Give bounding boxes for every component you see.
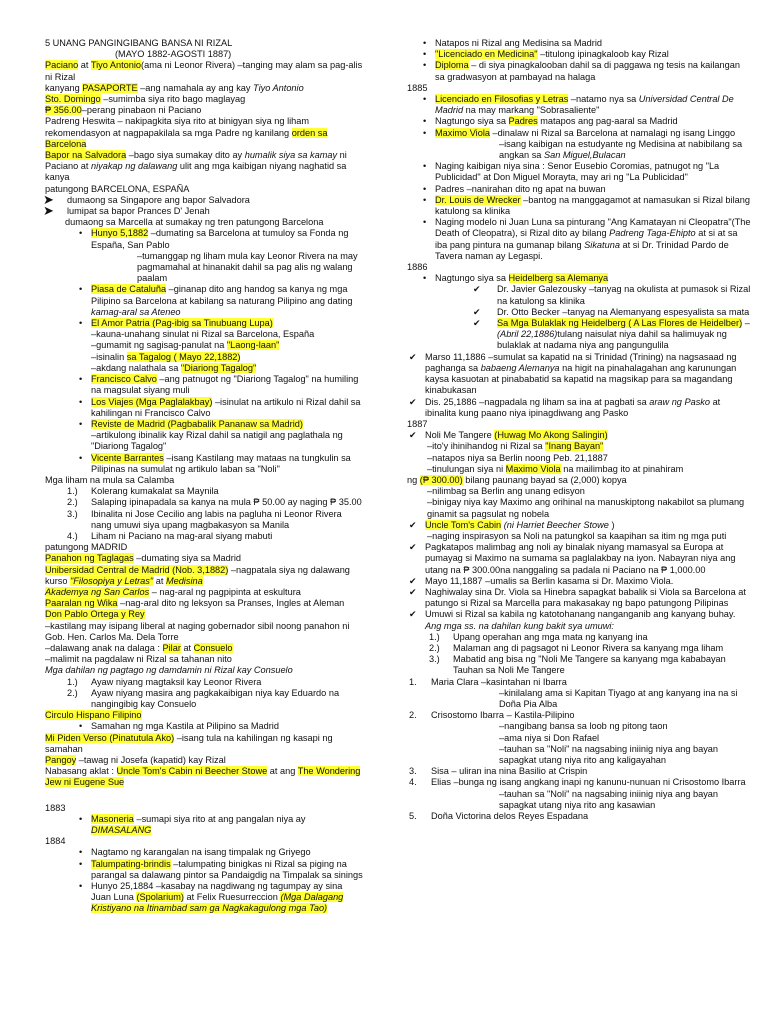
text-run: Mga liham na mula sa Calamba xyxy=(45,474,175,485)
text-run: at ang xyxy=(267,766,298,777)
left-line xyxy=(45,755,363,766)
highlighted-text: (Spolarium) xyxy=(136,892,184,903)
text-run: Natapos ni Rizal ang Medisina sa Madrid xyxy=(435,38,602,48)
left-line xyxy=(45,733,363,755)
text-run: Malaman ang di pagsagot ni Leonor Rivera sa kanyang mga liham xyxy=(453,642,724,653)
text-run: araw ng Pasko xyxy=(649,396,711,407)
left-line xyxy=(45,803,363,814)
highlighted-text: El Amor Patria (Pag-ibig sa Tinubuang Lupa) xyxy=(91,318,273,329)
left-line xyxy=(45,116,363,150)
text-run: –nilimbag sa Berlin ang unang edisyon xyxy=(427,486,585,497)
text-run: dumaong sa Singapore ang bapor Salvadora xyxy=(67,194,250,205)
right-line xyxy=(407,430,752,441)
highlighted-text: (Mga Dalagang Kristiyano na Itinambad sam ga Nagkakagulong mga Tao) xyxy=(91,892,344,914)
left-line xyxy=(45,363,363,374)
left-line xyxy=(45,284,363,318)
text-run: Nagtungo siya sa xyxy=(435,116,509,127)
text-run: Universidad Central De Madrid xyxy=(435,94,734,116)
right-line xyxy=(407,184,752,195)
list-number: 1.) xyxy=(429,631,440,642)
left-line xyxy=(45,587,363,598)
highlighted-text: Uncle Tom's Cabin ni Beecher Stowe xyxy=(116,766,268,777)
text-run: –dalawang anak na dalaga : xyxy=(45,642,163,653)
text-run: 1885 xyxy=(407,82,428,93)
text-run: –dumating sa Barcelona at tumuloy sa Fonda ng España, San Pablo xyxy=(91,228,349,250)
list-number: 1.) xyxy=(67,486,78,497)
text-run: (Abril 22,1886) xyxy=(497,329,558,340)
text-run: kanyang xyxy=(45,82,83,93)
right-line xyxy=(407,60,752,82)
text-run: San Miguel,Bulacan xyxy=(543,150,626,161)
text-run: Marso 11,1886 –sumulat sa kapatid na si Trinidad (Trining) na nagsasaad ng paghanga sa xyxy=(425,351,737,373)
list-number: 5. xyxy=(409,811,417,822)
text-run: Sisa – uliran ina nina Basilio at Crispin xyxy=(431,766,588,777)
list-number: 3.) xyxy=(429,654,440,665)
right-line xyxy=(407,273,752,284)
text-run: –natapos niya sa Berlin noong Peb. 21,1887 xyxy=(427,452,608,463)
right-line xyxy=(407,789,752,811)
text-run: humalik siya sa kamay xyxy=(244,150,338,161)
text-run: –tawag ni Josefa (kapatid) kay Rizal xyxy=(76,755,226,765)
right-column xyxy=(407,38,752,822)
text-run: –isinalin xyxy=(91,351,127,362)
left-line xyxy=(45,847,363,858)
text-run: Naghiwalay sina Dr. Viola sa Hinebra sapagkat babalik si Viola sa Barcelona at patungo si Rizal sa Marcella para makasakay ng bapo patungong Pilipinas xyxy=(425,586,746,609)
right-line xyxy=(407,262,752,273)
right-line xyxy=(407,318,752,352)
text-run: ) xyxy=(608,519,615,530)
left-line xyxy=(45,150,363,184)
text-run: –natamo nya sa xyxy=(568,94,639,105)
text-run: – di siya pinagkalooban dahil sa di paggawa ng tesis na kailangan sa gradwasyon at pambayad na halaga xyxy=(435,60,740,82)
text-run: Naging modelo ni Juan Luna sa pinturang "Ang Kamatayan ni Cleopatra"(The Death of Cleopatra), si Rizal dito ay bilang xyxy=(435,217,751,239)
left-line xyxy=(45,621,363,643)
list-number: 2.) xyxy=(429,642,440,653)
list-number: 2.) xyxy=(67,497,78,508)
text-run: –binigay niya kay Maximo ang orihinal na manuskiptong nakabilot sa plumang ginamit sa pagsulat ng nobela xyxy=(427,497,745,519)
right-line xyxy=(407,83,752,94)
text-run: at ibinalita kung paano niya ipinagdiwang ang Pasko xyxy=(425,396,721,418)
right-line xyxy=(407,609,752,631)
highlighted-text: PASAPORTE xyxy=(82,82,138,93)
text-run: lumipat sa bapor Prances D' Jenah xyxy=(67,206,210,217)
text-run: Umuwi si Rizal sa kabila ng katotohanang nanganganib ang kanyang buhay. xyxy=(425,609,736,620)
right-line xyxy=(407,475,752,486)
right-line xyxy=(407,217,752,262)
list-number: 3. xyxy=(409,766,417,777)
text-run: 1886 xyxy=(407,262,428,273)
text-run: –tauhan sa "Noli" na nagsabing iniinig niya ang bayan sapagkat utang niya rito ang kaligayahan xyxy=(499,743,719,765)
text-run: Nagtamo ng karangalan na isang timpalak ng Griyego xyxy=(91,847,311,858)
highlighted-text: (Huwag Mo Akong Salingin) xyxy=(494,430,608,441)
highlighted-text: Masoneria xyxy=(91,813,134,824)
text-run: – nag-aral ng pagpipinta at eskultura xyxy=(149,586,301,597)
highlighted-text: Don Pablo Ortega y Rey xyxy=(45,609,145,620)
left-line xyxy=(45,397,363,419)
text-run: ng xyxy=(407,474,420,485)
highlighted-text: orden sa Barcelona xyxy=(45,127,328,149)
list-number: 3.) xyxy=(67,508,78,519)
text-run: Elias –bunga ng isang angkang inapi ng kanunu-nunuan ni Crisostomo Ibarra xyxy=(431,777,746,788)
left-line xyxy=(45,688,363,710)
left-line xyxy=(45,609,363,620)
text-run: patungong BARCELONA, ESPAÑA xyxy=(45,183,190,194)
highlighted-text: Akademya ng San Carlos xyxy=(45,586,150,597)
text-run: –kastilang may isipang liberal at naging gobernador sibil noong panahon ni Gob. Hen. Carlos Ma. Dela Torre xyxy=(45,620,350,642)
left-line xyxy=(45,206,363,217)
text-run: 1883 xyxy=(45,802,66,813)
text-run: Ayaw niyang magtaksil kay Leonor Rivera xyxy=(91,676,262,687)
highlighted-text: Bapor na Salvadora xyxy=(45,150,127,161)
text-run: na may markang "Sobrasaliente" xyxy=(463,105,600,116)
text-run: – xyxy=(742,318,750,329)
text-run: –dinalaw ni Rizal sa Barcelona at namalagi ng isang Linggo xyxy=(489,127,736,138)
left-line xyxy=(45,721,363,732)
highlighted-text: Uncle Tom's Cabin xyxy=(425,519,502,530)
text-run: Noli Me Tangere xyxy=(425,430,495,441)
text-run: at xyxy=(78,60,91,71)
left-line xyxy=(45,598,363,609)
highlighted-text: Medisina xyxy=(165,575,203,586)
highlighted-text: "Laong-laan" xyxy=(226,340,280,351)
left-line xyxy=(45,710,363,721)
text-run: –bantog na manggagamot at namasukan si Rizal bilang katulong sa klinika xyxy=(435,194,750,217)
left-line xyxy=(45,105,363,116)
highlighted-text: Paciano xyxy=(45,60,79,71)
left-line xyxy=(45,665,363,676)
right-line xyxy=(407,733,752,744)
right-line xyxy=(407,397,752,419)
text-run: Tauhan sa Noli Me Tangere xyxy=(453,665,565,676)
right-line xyxy=(407,654,752,665)
right-line xyxy=(407,632,752,643)
left-line xyxy=(45,565,363,587)
text-run: (ama ni Leonor Rivera) –tanging may alam sa pag-alis ni Rizal xyxy=(45,60,363,82)
right-line xyxy=(407,419,752,430)
right-line xyxy=(407,139,752,161)
list-number: 1.) xyxy=(67,676,78,687)
right-line xyxy=(407,284,752,306)
highlighted-text: Maximo Viola xyxy=(505,463,561,474)
right-line xyxy=(407,721,752,732)
right-line xyxy=(407,195,752,217)
highlighted-text: Vicente Barrantes xyxy=(91,452,164,463)
text-run: niyakap ng dalawang xyxy=(90,161,178,172)
right-line xyxy=(407,710,752,721)
text-run: ulit ang mga kaibigan niyang naghatid sa kanya xyxy=(45,161,347,183)
left-column xyxy=(45,38,363,915)
highlighted-text: Sto. Domingo xyxy=(45,94,101,105)
text-run: Maria Clara –kasintahan ni Ibarra xyxy=(431,676,567,687)
left-line xyxy=(45,531,363,542)
right-line xyxy=(407,441,752,452)
right-line xyxy=(407,352,752,397)
text-run: –ang patnugot ng "Diariong Tagalog" na humiling na magsulat siyang muli xyxy=(91,374,359,396)
text-run: (MAYO 1882-AGOSTI 1887) xyxy=(115,49,232,60)
right-line xyxy=(407,531,752,542)
left-line xyxy=(45,217,363,228)
text-run: Ibinalita ni Jose Cecilio ang labis na pagluha ni Leonor Rivera nang umuwi siya upang magbakasyon sa Manila xyxy=(91,508,342,530)
right-line xyxy=(407,94,752,116)
highlighted-text: Consuelo xyxy=(193,642,233,653)
left-line xyxy=(45,509,363,531)
text-run: –titulong ipinagkaloob kay Rizal xyxy=(537,49,669,60)
left-line xyxy=(45,654,363,665)
left-line xyxy=(45,352,363,363)
left-line xyxy=(45,184,363,195)
right-line xyxy=(407,453,752,464)
text-run: –isang kaibigan na estudyante ng Medisina at nabibilang sa angkan sa xyxy=(499,138,743,161)
highlighted-text: Pilar xyxy=(162,642,181,653)
right-line xyxy=(407,811,752,822)
text-run: –akdang nalathala sa xyxy=(91,362,181,373)
text-run: –isang tula na kahilingan ng kasapi ng samahan xyxy=(45,732,333,754)
highlighted-text: "Inang Bayan" xyxy=(545,441,604,452)
right-line xyxy=(407,643,752,654)
right-line xyxy=(407,766,752,777)
list-number: 2. xyxy=(409,710,417,721)
left-line xyxy=(45,318,363,329)
left-line xyxy=(45,836,363,847)
text-run: 1884 xyxy=(45,836,66,847)
text-run: bilang paunang bayad sa (2,000) kopya xyxy=(462,474,627,485)
text-run: –naging inspirasyon sa Noli na patungkol sa kaapihan sa itim ng mga puti xyxy=(427,530,727,541)
left-line xyxy=(45,83,363,94)
text-run: Sikatuna xyxy=(584,239,620,250)
text-run: Padres –nanirahan dito ng apat na buwan xyxy=(435,183,606,194)
highlighted-text: Francisco Calvo xyxy=(91,374,157,385)
text-run: dumaong sa Marcella at sumakay ng tren patungong Barcelona xyxy=(65,217,324,228)
highlighted-text: Maximo Viola xyxy=(435,127,490,138)
text-run: –tinulungan siya ni xyxy=(427,463,506,474)
list-number: 2.) xyxy=(67,687,78,698)
right-line xyxy=(407,38,752,49)
left-line xyxy=(45,453,363,475)
left-line xyxy=(45,49,363,60)
highlighted-text: Talumpating-brindis xyxy=(91,858,171,869)
left-line xyxy=(45,340,363,351)
highlighted-text: DIMASALANG xyxy=(91,825,152,836)
list-number: 4.) xyxy=(67,530,78,541)
text-run: –ito'y ihinihandog ni Rizal sa xyxy=(427,441,546,452)
text-run: Dr. Javier Galezousky –tanyag na okulista at pumasok si Rizal na katulong sa klinika xyxy=(497,284,751,306)
text-run: –bago siya sumakay dito ay xyxy=(126,150,245,161)
right-line xyxy=(407,587,752,609)
text-run: –perang pinabaon ni Paciano xyxy=(81,105,202,116)
left-line xyxy=(45,497,363,508)
highlighted-text: Hunyo 5,1882 xyxy=(91,228,149,239)
left-line xyxy=(45,881,363,915)
text-run: –sumimba siya rito bago maglayag xyxy=(100,94,246,105)
highlighted-text: "Licenciado en Medicina" xyxy=(435,49,538,60)
text-run: matapos ang pag-aaral sa Madrid xyxy=(537,116,678,127)
right-line xyxy=(407,542,752,576)
text-run: tulang naisulat niya dahil sa halimuyak ng bulaklak at nadama niya ang pangungulila xyxy=(497,329,727,351)
right-line xyxy=(407,777,752,788)
text-run: –ginanap dito ang handog sa kanya ng mga Pilipino sa Barcelona at kabilang sa naturang Pilipino ang dating xyxy=(91,284,353,306)
text-run: –nag-aral dito ng leksyon sa Pranses, Ingles at Aleman xyxy=(117,598,345,609)
text-run: Mga dahilan ng pagtago ng damdamin ni Rizal kay Consuelo xyxy=(45,665,293,676)
highlighted-text: Panahon ng Taglagas xyxy=(45,553,134,564)
left-line xyxy=(45,228,363,250)
highlighted-text: Los Viajes (Mga Paglalakbay) xyxy=(91,396,213,407)
highlighted-text: "Diariong Tagalog" xyxy=(180,362,257,373)
text-run: 1887 xyxy=(407,418,428,429)
left-line xyxy=(45,94,363,105)
text-run: –isinulat na artikulo ni Rizal dahil sa kahilingan ni Francisco Calvo xyxy=(91,396,361,418)
text-run: –dumating siya sa Madrid xyxy=(133,553,241,564)
right-line xyxy=(407,486,752,497)
left-line xyxy=(45,859,363,881)
right-line xyxy=(407,688,752,710)
text-run: Hunyo 25,1884 –kasabay na nagdiwang ng tagumpay ay sina Juan Luna xyxy=(91,881,343,903)
highlighted-text: "Filosopiya y Letras" xyxy=(70,575,154,586)
text-run: Nagtungo siya sa xyxy=(435,273,509,284)
text-run: Mayo 11,1887 –umalis sa Berlin kasama si Dr. Maximo Viola. xyxy=(425,575,674,586)
text-run: –artikulong ibinalik kay Rizal dahil sa natigil ang paglathala ng "Diariong Tagalog" xyxy=(91,430,343,452)
highlighted-text: Circulo Hispano Filipino xyxy=(45,710,142,721)
right-line xyxy=(407,665,752,676)
text-run: –gumamit ng sagisag-panulat na xyxy=(91,340,227,351)
text-run: Pagkatapos malimbag ang noli ay binalak niyang mamasyal sa Europa at pumayag si Maximo na sumama sa paglalakbay na iyon. Nabayran niya ang utang na ₱ 300.00na nanggaling sa padala ni Paciano na ₱ 1,000.00 xyxy=(425,542,736,575)
highlighted-text: Diploma xyxy=(435,60,469,71)
left-line xyxy=(45,38,363,49)
right-line xyxy=(407,128,752,139)
right-line xyxy=(407,307,752,318)
highlighted-text: Mi Piden Verso (Pinatutula Ako) xyxy=(45,732,175,743)
list-number: 4. xyxy=(409,777,417,788)
right-line xyxy=(407,520,752,531)
right-line xyxy=(407,576,752,587)
text-run: Liham ni Paciano na mag-aral siyang mabuti xyxy=(91,530,273,541)
text-run: Naging kaibigan niya sina : Senor Eusebio Coromias, patnugot ng "La Publicidad" at Don Miguel Morayta, may ari ng "La Publicidad" xyxy=(435,161,720,183)
text-run: Padreng Taga-Ehipto xyxy=(609,228,696,239)
text-run: na higit na pinahalagahan ang karunungan kaysa kasuotan at pinababatid sa kapatid na magsikap para sa magandang kinabukasan xyxy=(425,362,737,396)
left-line xyxy=(45,643,363,654)
text-run: Nabasang aklat : xyxy=(45,766,117,777)
left-line xyxy=(45,814,363,836)
text-run: Dr. Otto Becker –tanyag na Alemanyang espesyalista sa mata xyxy=(497,306,750,317)
highlighted-text: Pangoy xyxy=(45,755,77,765)
highlighted-text: Dr. Louis de Wrecker xyxy=(435,194,521,205)
left-line xyxy=(45,195,363,206)
left-line xyxy=(45,329,363,340)
text-run: kamag-aral sa Ateneo xyxy=(91,306,181,317)
highlighted-text: Padres xyxy=(508,116,538,127)
text-run: Dis. 25,1886 –nagpadala ng liham sa ina at pagbati sa xyxy=(425,396,650,407)
text-run: Doña Victorina delos Reyes Espadana xyxy=(431,811,589,822)
text-run: Samahan ng mga Kastila at Pilipino sa Madrid xyxy=(91,721,279,732)
text-run: –ama niya si Don Rafael xyxy=(499,732,600,743)
right-line xyxy=(407,744,752,766)
text-run: babaeng Alemanya xyxy=(480,362,560,373)
text-run: –tumanggap ng liham mula kay Leonor Rivera na may pagmamahal at hinanakit dahil sa pag alis ng walang paalam xyxy=(137,250,358,284)
left-line xyxy=(45,542,363,553)
text-run: 5 UNANG PANGINGIBANG BANSA NI RIZAL xyxy=(45,38,233,48)
text-run: –tauhan sa "Noli" na nagsabing iniinig niya ang bayan sapagkat utang niya rito ang kasawian xyxy=(499,788,719,810)
text-run: –talumpating binigkas ni Rizal sa piging na parangal sa dalawang pintor sa Pandaigdig na Timpalak sa sinings xyxy=(91,858,363,880)
list-number: 1. xyxy=(409,676,417,687)
text-run: Salaping ipinapadala sa kanya na mula ₱ 50.00 ay naging ₱ 35.00 xyxy=(91,497,362,508)
text-run: at xyxy=(180,642,194,653)
text-run: –nagpatala siya ng dalawang kurso xyxy=(45,564,350,586)
text-run: at si Dr. Trinidad Pardo de Tavera naman ay Legaspi. xyxy=(435,239,729,261)
text-run: (ni Harriet Beecher Stowe xyxy=(503,519,609,530)
text-run: Crisostomo Ibarra – Kastila-Pilipino xyxy=(431,710,575,721)
highlighted-text: Sa Mga Bulaklak ng Heidelberg ( A Las Flores de Heidelber) xyxy=(497,318,743,329)
right-line xyxy=(407,161,752,183)
highlighted-text: Licenciado en Filosofias y Letras xyxy=(435,94,569,105)
text-run: –sumapi siya rito at ang pangalan niya ay xyxy=(133,813,306,824)
text-run: –kinilalang ama si Kapitan Tiyago at ang kanyang ina na si Doña Pia Alba xyxy=(499,687,738,709)
right-line xyxy=(407,497,752,519)
highlighted-text: Heidelberg sa Alemanya xyxy=(508,273,609,284)
left-line xyxy=(45,430,363,452)
text-run: Padreng Heswita – nakipagkita siya rito at binigyan siya ng liham rekomendasyon at nagpapakilala sa mga Padre ng kanilang xyxy=(45,116,310,138)
highlighted-text: The Wondering Jew ni Eugene Sue xyxy=(45,766,361,788)
highlighted-text: Tiyo Antonio xyxy=(90,60,142,71)
text-run: –isang Kastilang may mataas na tungkulin sa Pilipinas na sumulat ng artikulo laban sa "Noli" xyxy=(91,452,351,474)
text-run: Ang mga ss. na dahilan kung bakit sya umuwi: xyxy=(425,620,614,631)
text-run: –nangibang bansa sa loob ng pitong taon xyxy=(499,721,668,732)
right-line xyxy=(407,464,752,475)
text-run: at si at sa iba pang pintura na gumanap bilang xyxy=(435,228,738,250)
right-line xyxy=(407,49,752,60)
text-run: –ang namahala ay ang kay xyxy=(137,82,254,93)
text-run: Ayaw niyang masira ang pagkakaibigan niya kay Eduardo na nangingibig kay Consuelo xyxy=(91,687,340,709)
text-run: Tiyo Antonio xyxy=(253,82,304,93)
right-line xyxy=(407,116,752,127)
left-line xyxy=(45,766,363,788)
highlighted-text: Paaralan ng Wika xyxy=(45,598,118,609)
right-line xyxy=(407,677,752,688)
text-run: at xyxy=(153,575,166,586)
left-line xyxy=(45,60,363,82)
left-line xyxy=(45,475,363,486)
text-run: Mabatid ang bisa ng "Noli Me Tangere sa kanyang mga kababayan xyxy=(453,654,726,665)
text-run: –kauna-unahang sinulat ni Rizal sa Barcelona, España xyxy=(91,329,315,340)
highlighted-text: Reviste de Madrid (Pagbabalik Pananaw sa Madrid) xyxy=(91,418,303,429)
highlighted-text: Piasa de Cataluña xyxy=(91,284,167,295)
text-run: patungong MADRID xyxy=(45,542,128,553)
left-line xyxy=(45,789,363,803)
left-line xyxy=(45,553,363,564)
text-run: na mailimbag ito at pinahiram xyxy=(560,463,684,474)
left-line xyxy=(45,677,363,688)
text-run: ni Paciano at xyxy=(45,150,347,172)
left-line xyxy=(45,486,363,497)
highlighted-text: (₱ 300.00) xyxy=(419,474,463,485)
text-run: Kolerang kumakalat sa Maynila xyxy=(91,486,219,497)
left-line xyxy=(45,419,363,430)
highlighted-text: Unibersidad Central de Madrid (Nob. 3,1882) xyxy=(45,564,229,575)
left-line xyxy=(45,374,363,396)
left-line xyxy=(45,251,363,285)
highlighted-text: sa Tagalog ( Mayo 22,1882) xyxy=(126,351,241,362)
highlighted-text: ₱ 356.00 xyxy=(45,105,82,116)
text-run: –malimit na pagdalaw ni Rizal sa tahanan nito xyxy=(45,654,232,665)
text-run: Upang operahan ang mga mata ng kanyang ina xyxy=(453,631,648,642)
text-run: at Felix Ruesurreccion xyxy=(183,892,281,903)
